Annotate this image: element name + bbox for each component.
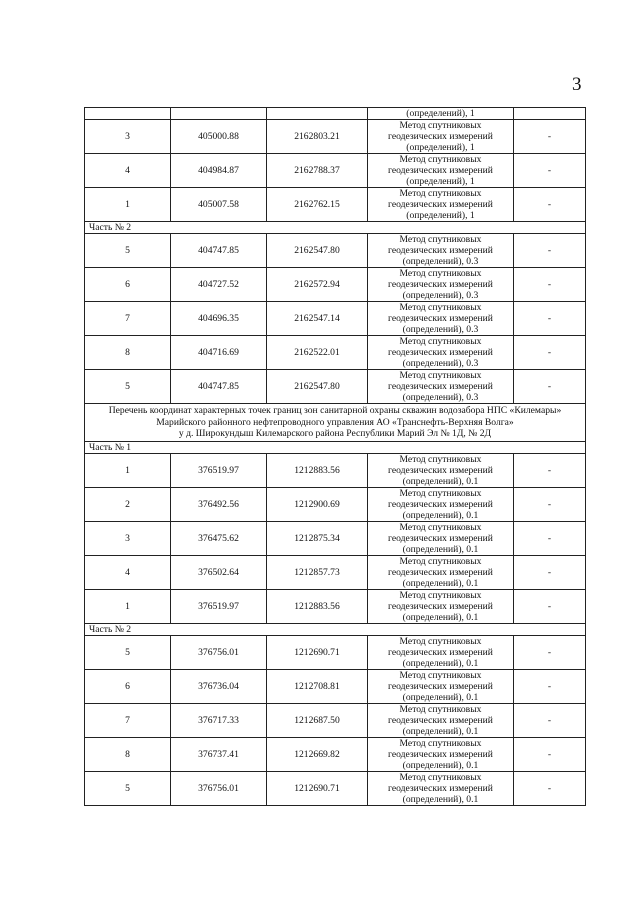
part-row bbox=[85, 623, 586, 635]
table-caption bbox=[85, 404, 586, 442]
method-cell: Метод спутниковых геодезических измерений (определений), 0.3 bbox=[368, 268, 514, 302]
y-cell: 2162547.14 bbox=[267, 302, 368, 336]
method-cell: Метод спутниковых геодезических измерений (определений), 1 bbox=[368, 188, 514, 222]
y-cell: 2162547.80 bbox=[267, 234, 368, 268]
method-cell: Метод спутниковых геодезических измерений (определений), 0.1 bbox=[368, 487, 514, 521]
point-cell: 6 bbox=[85, 268, 171, 302]
note-cell: - bbox=[514, 370, 586, 404]
method-cell: Метод спутниковых геодезических измерений (определений), 1 bbox=[368, 154, 514, 188]
table-row bbox=[85, 635, 586, 669]
x-cell: 376736.04 bbox=[171, 669, 267, 703]
y-cell: 1212687.50 bbox=[267, 703, 368, 737]
table-row bbox=[85, 453, 586, 487]
part-label: Часть № 1 bbox=[85, 441, 586, 453]
table-row bbox=[85, 234, 586, 268]
y-cell: 2162547.80 bbox=[267, 370, 368, 404]
point-cell: 3 bbox=[85, 120, 171, 154]
y-cell: 1212708.81 bbox=[267, 669, 368, 703]
x-cell: 376492.56 bbox=[171, 487, 267, 521]
caption-row bbox=[85, 404, 586, 442]
y-cell: 1212857.73 bbox=[267, 555, 368, 589]
note-cell: - bbox=[514, 669, 586, 703]
method-cell: Метод спутниковых геодезических измерений (определений), 1 bbox=[368, 120, 514, 154]
table-row bbox=[85, 555, 586, 589]
point-cell: 5 bbox=[85, 771, 171, 805]
point-cell: 8 bbox=[85, 336, 171, 370]
x-cell: 376519.97 bbox=[171, 453, 267, 487]
table-row bbox=[85, 336, 586, 370]
note-cell: - bbox=[514, 589, 586, 623]
caption-line: Марийского районного нефтепроводного управления АО «Транснефть-Верхняя Волга» bbox=[156, 416, 514, 428]
method-cell: Метод спутниковых геодезических измерений (определений), 0.3 bbox=[368, 302, 514, 336]
x-cell: 404716.69 bbox=[171, 336, 267, 370]
note-cell: - bbox=[514, 453, 586, 487]
point-cell: 2 bbox=[85, 487, 171, 521]
method-cell: Метод спутниковых геодезических измерений (определений), 0.1 bbox=[368, 589, 514, 623]
x-cell: 376756.01 bbox=[171, 771, 267, 805]
x-cell bbox=[171, 108, 267, 120]
table-row bbox=[85, 589, 586, 623]
y-cell bbox=[267, 108, 368, 120]
x-cell: 376717.33 bbox=[171, 703, 267, 737]
point-cell: 8 bbox=[85, 737, 171, 771]
table-row bbox=[85, 120, 586, 154]
y-cell: 2162522.01 bbox=[267, 336, 368, 370]
caption-line: Перечень координат характерных точек границ зон санитарной охраны скважин водозабора НПС «Килемары» bbox=[108, 405, 562, 416]
y-cell: 1212669.82 bbox=[267, 737, 368, 771]
table-row bbox=[85, 370, 586, 404]
y-cell: 1212900.69 bbox=[267, 487, 368, 521]
x-cell: 376737.41 bbox=[171, 737, 267, 771]
y-cell: 1212690.71 bbox=[267, 635, 368, 669]
note-cell: - bbox=[514, 268, 586, 302]
note-cell: - bbox=[514, 188, 586, 222]
table-row bbox=[85, 703, 586, 737]
x-cell: 376756.01 bbox=[171, 635, 267, 669]
method-cell: Метод спутниковых геодезических измерений (определений), 0.3 bbox=[368, 234, 514, 268]
x-cell: 404696.35 bbox=[171, 302, 267, 336]
x-cell: 404747.85 bbox=[171, 234, 267, 268]
point-cell: 5 bbox=[85, 370, 171, 404]
note-cell: - bbox=[514, 635, 586, 669]
point-cell: 1 bbox=[85, 453, 171, 487]
point-cell: 4 bbox=[85, 154, 171, 188]
table-row bbox=[85, 487, 586, 521]
part-label: Часть № 2 bbox=[85, 623, 586, 635]
x-cell: 405000.88 bbox=[171, 120, 267, 154]
table-row bbox=[85, 521, 586, 555]
table-row bbox=[85, 771, 586, 805]
method-cell: Метод спутниковых геодезических измерений (определений), 0.1 bbox=[368, 521, 514, 555]
x-cell: 404984.87 bbox=[171, 154, 267, 188]
note-cell: - bbox=[514, 234, 586, 268]
method-cell: Метод спутниковых геодезических измерений (определений), 0.3 bbox=[368, 336, 514, 370]
note-cell: - bbox=[514, 771, 586, 805]
y-cell: 1212883.56 bbox=[267, 589, 368, 623]
table-row bbox=[85, 188, 586, 222]
table-row bbox=[85, 154, 586, 188]
part-row bbox=[85, 222, 586, 234]
method-cell: Метод спутниковых геодезических измерений (определений), 0.1 bbox=[368, 453, 514, 487]
note-cell: - bbox=[514, 154, 586, 188]
y-cell: 2162572.94 bbox=[267, 268, 368, 302]
point-cell: 6 bbox=[85, 669, 171, 703]
y-cell: 2162803.21 bbox=[267, 120, 368, 154]
part-label: Часть № 2 bbox=[85, 222, 586, 234]
method-cell: Метод спутниковых геодезических измерений (определений), 0.1 bbox=[368, 771, 514, 805]
x-cell: 376519.97 bbox=[171, 589, 267, 623]
part-row bbox=[85, 441, 586, 453]
x-cell: 404727.52 bbox=[171, 268, 267, 302]
point-cell: 1 bbox=[85, 188, 171, 222]
method-cell: Метод спутниковых геодезических измерений (определений), 0.1 bbox=[368, 555, 514, 589]
note-cell: - bbox=[514, 737, 586, 771]
y-cell: 1212875.34 bbox=[267, 521, 368, 555]
method-cell: Метод спутниковых геодезических измерений (определений), 0.1 bbox=[368, 635, 514, 669]
continuation-row bbox=[85, 108, 586, 120]
point-cell: 4 bbox=[85, 555, 171, 589]
method-cell: Метод спутниковых геодезических измерений (определений), 0.1 bbox=[368, 703, 514, 737]
point-cell bbox=[85, 108, 171, 120]
y-cell: 2162788.37 bbox=[267, 154, 368, 188]
point-cell: 5 bbox=[85, 635, 171, 669]
table-row bbox=[85, 302, 586, 336]
method-cell: Метод спутниковых геодезических измерений (определений), 0.1 bbox=[368, 737, 514, 771]
x-cell: 405007.58 bbox=[171, 188, 267, 222]
point-cell: 1 bbox=[85, 589, 171, 623]
caption-line: у д. Широкундыш Килемарского района Республики Марий Эл № 1Д, № 2Д bbox=[178, 428, 492, 439]
note-cell: - bbox=[514, 487, 586, 521]
x-cell: 376502.64 bbox=[171, 555, 267, 589]
x-cell: 404747.85 bbox=[171, 370, 267, 404]
method-cell: (определений), 1 bbox=[368, 108, 514, 120]
note-cell bbox=[514, 108, 586, 120]
y-cell: 1212690.71 bbox=[267, 771, 368, 805]
note-cell: - bbox=[514, 521, 586, 555]
table-row bbox=[85, 737, 586, 771]
page-number: 3 bbox=[572, 74, 582, 95]
note-cell: - bbox=[514, 120, 586, 154]
x-cell: 376475.62 bbox=[171, 521, 267, 555]
method-cell: Метод спутниковых геодезических измерений (определений), 0.1 bbox=[368, 669, 514, 703]
point-cell: 3 bbox=[85, 521, 171, 555]
point-cell: 7 bbox=[85, 302, 171, 336]
point-cell: 7 bbox=[85, 703, 171, 737]
table-row bbox=[85, 669, 586, 703]
y-cell: 2162762.15 bbox=[267, 188, 368, 222]
y-cell: 1212883.56 bbox=[267, 453, 368, 487]
method-cell: Метод спутниковых геодезических измерений (определений), 0.3 bbox=[368, 370, 514, 404]
note-cell: - bbox=[514, 302, 586, 336]
coordinates-table bbox=[84, 107, 586, 806]
point-cell: 5 bbox=[85, 234, 171, 268]
table-row bbox=[85, 268, 586, 302]
note-cell: - bbox=[514, 703, 586, 737]
note-cell: - bbox=[514, 336, 586, 370]
note-cell: - bbox=[514, 555, 586, 589]
